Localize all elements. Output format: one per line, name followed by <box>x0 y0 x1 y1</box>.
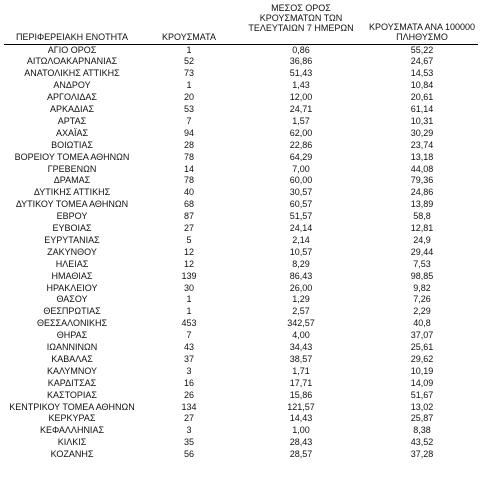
per100k-cell: 7,53 <box>413 258 431 269</box>
region-cell: ΚΙΛΚΙΣ <box>57 437 87 448</box>
cases-cell: 1 <box>186 80 192 91</box>
cases-cell: 28 <box>183 139 194 150</box>
avg-cell: 14,43 <box>289 413 313 424</box>
table-row <box>0 329 482 341</box>
table-row <box>0 79 482 91</box>
per100k-cell: 12,81 <box>410 223 434 233</box>
table-row <box>0 234 482 246</box>
region-cell: ΒΟΡΕΙΟΥ ΤΟΜΕΑ ΑΘΗΝΩΝ <box>14 151 130 162</box>
header-region: ΠΕΡΙΦΕΡΕΙΑΚΗ ΕΝΟΤΗΤΑ <box>15 32 129 42</box>
per100k-cell: 24,9 <box>413 234 431 245</box>
avg-cell: 1,29 <box>292 294 310 305</box>
region-cell: ΗΡΑΚΛΕΙΟΥ <box>46 282 98 293</box>
per100k-cell: 79,36 <box>410 175 434 186</box>
per100k-cell: 14,09 <box>410 377 434 388</box>
per100k-cell: 20,61 <box>410 92 434 103</box>
region-cell: ΚΑΡΔΙΤΣΑΣ <box>47 377 97 388</box>
cases-cell: 3 <box>186 425 192 436</box>
per100k-cell: 30,29 <box>410 127 434 138</box>
table-row <box>0 139 482 151</box>
table-row <box>0 401 482 413</box>
per100k-cell: 98,85 <box>410 270 434 281</box>
avg-cell: 8,29 <box>292 258 310 269</box>
per100k-cell: 9,82 <box>413 282 431 293</box>
region-cell: ΑΡΚΑΔΙΑΣ <box>49 104 95 114</box>
avg-cell: 2,14 <box>292 234 310 245</box>
region-cell: ΔΥΤΙΚΟΥ ΤΟΜΕΑ ΑΘΗΝΩΝ <box>15 199 129 210</box>
avg-cell: 12,00 <box>289 92 313 103</box>
table-row <box>0 91 482 103</box>
table-row <box>0 317 482 329</box>
per100k-cell: 61,14 <box>410 104 434 114</box>
avg-cell: 64,29 <box>289 151 313 162</box>
cases-cell: 56 <box>183 449 194 460</box>
header-cases: ΚΡΟΥΣΜΑΤΑ <box>162 32 216 42</box>
avg-cell: 7,00 <box>292 163 310 174</box>
table-row <box>0 448 482 460</box>
table-row <box>0 270 482 282</box>
avg-cell: 2,57 <box>292 306 310 317</box>
per100k-cell: 40,8 <box>413 318 431 329</box>
table-row <box>0 365 482 377</box>
region-cell: ΓΡΕΒΕΝΩΝ <box>47 163 97 174</box>
cases-cell: 453 <box>181 318 197 329</box>
region-cell: ΕΒΡΟΥ <box>56 211 88 222</box>
header-per-100k <box>366 22 478 42</box>
per100k-cell: 37,28 <box>410 449 434 460</box>
table-row <box>0 67 482 79</box>
region-cell: ΙΩΑΝΝΙΝΩΝ <box>46 342 98 352</box>
region-cell: ΚΕΦΑΛΛΗΝΙΑΣ <box>39 425 105 436</box>
cases-cell: 35 <box>183 437 194 448</box>
region-cell: ΑΙΤΩΛΟΑΚΑΡΝΑΝΙΑΣ <box>26 56 118 67</box>
avg-cell: 1,71 <box>292 365 310 376</box>
cases-cell: 1 <box>186 294 192 305</box>
per100k-cell: 43,52 <box>410 437 434 448</box>
avg-cell: 24,14 <box>289 223 313 233</box>
region-cell: ΔΡΑΜΑΣ <box>53 175 91 186</box>
region-cell: ΚΕΝΤΡΙΚΟΥ ΤΟΜΕΑ ΑΘΗΝΩΝ <box>9 401 135 412</box>
cases-cell: 27 <box>183 223 194 233</box>
cases-cell: 5 <box>186 234 192 245</box>
cases-cell: 78 <box>183 175 194 186</box>
header-per100k-line-2: ΠΛΗΘΥΣΜΟ <box>396 32 448 42</box>
region-cell: ΑΓΙΟ ΟΡΟΣ <box>47 44 97 55</box>
avg-cell: 30,57 <box>289 187 313 198</box>
region-cell: ΗΛΕΙΑΣ <box>55 258 89 269</box>
region-cell: ΔΥΤΙΚΗΣ ΑΤΤΙΚΗΣ <box>33 187 111 198</box>
table-row <box>0 246 482 258</box>
region-cell: ΕΥΡΥΤΑΝΙΑΣ <box>44 234 100 245</box>
cases-cell: 40 <box>183 187 194 198</box>
per100k-cell: 51,67 <box>410 389 434 400</box>
cases-cell: 20 <box>183 92 194 103</box>
cases-cell: 78 <box>183 151 194 162</box>
table-row <box>0 44 482 56</box>
table-row <box>0 198 482 210</box>
per100k-cell: 13,18 <box>410 151 434 162</box>
per100k-cell: 10,84 <box>410 80 434 91</box>
table-row <box>0 163 482 175</box>
region-cell: ΑΧΑΪΑΣ <box>55 127 89 138</box>
header-avg-line-1: ΜΕΣΟΣ ΟΡΟΣ <box>271 3 331 13</box>
avg-cell: 51,57 <box>289 211 313 222</box>
header-avg-line-3: ΤΕΛΕΥΤΑΙΩΝ 7 ΗΜΕΡΩΝ <box>248 23 354 33</box>
region-cell: ΘΑΣΟΥ <box>56 294 88 305</box>
cases-cell: 3 <box>186 365 192 376</box>
table-row <box>0 293 482 305</box>
region-cell: ΑΝΔΡΟΥ <box>53 80 91 91</box>
avg-cell: 4,00 <box>292 330 310 341</box>
per100k-cell: 23,74 <box>410 139 434 150</box>
header-per100k-line-1: ΚΡΟΥΣΜΑΤΑ ΑΝΑ 100000 <box>369 22 475 32</box>
region-cell: ΖΑΚΥΝΘΟΥ <box>47 246 97 257</box>
per100k-cell: 24,86 <box>410 187 434 198</box>
table-row <box>0 341 482 353</box>
per100k-cell: 29,44 <box>410 246 434 257</box>
avg-cell: 26,00 <box>289 282 313 293</box>
region-cell: ΘΗΡΑΣ <box>56 330 88 341</box>
region-cell: ΑΝΑΤΟΛΙΚΗΣ ΑΤΤΙΚΗΣ <box>24 68 120 79</box>
cases-cell: 27 <box>183 413 194 424</box>
table-row <box>0 127 482 139</box>
per100k-cell: 29,62 <box>410 353 434 364</box>
avg-cell: 1,00 <box>292 425 310 436</box>
avg-cell: 28,57 <box>289 449 313 460</box>
table-row <box>0 377 482 389</box>
avg-cell: 22,86 <box>289 139 313 150</box>
region-cell: ΚΟΖΑΝΗΣ <box>50 449 94 460</box>
avg-cell: 51,43 <box>289 68 313 79</box>
avg-cell: 15,86 <box>289 389 313 400</box>
table-row <box>0 305 482 317</box>
cases-cell: 12 <box>183 258 194 269</box>
region-cell: ΕΥΒΟΙΑΣ <box>52 223 92 233</box>
per100k-cell: 13,89 <box>410 199 434 210</box>
per100k-cell: 25,87 <box>410 413 434 424</box>
table-row <box>0 258 482 270</box>
avg-cell: 10,57 <box>289 246 313 257</box>
table-row <box>0 436 482 448</box>
avg-cell: 60,57 <box>289 199 313 210</box>
cases-cell: 14 <box>183 163 194 174</box>
header-avg-7-days <box>240 3 362 33</box>
table-row <box>0 389 482 401</box>
per100k-cell: 55,22 <box>410 44 434 55</box>
table-row <box>0 55 482 67</box>
region-cell: ΘΕΣΣΑΛΟΝΙΚΗΣ <box>36 318 108 329</box>
region-cell: ΘΕΣΠΡΩΤΙΑΣ <box>43 306 101 317</box>
avg-cell: 1,57 <box>292 115 310 126</box>
per100k-cell: 2,29 <box>413 306 431 317</box>
table-row <box>0 412 482 424</box>
avg-cell: 24,71 <box>289 104 313 114</box>
cases-cell: 16 <box>183 377 194 388</box>
avg-cell: 17,71 <box>289 377 313 388</box>
cases-cell: 53 <box>183 104 194 114</box>
cases-cell: 87 <box>183 211 194 222</box>
avg-cell: 28,43 <box>289 437 313 448</box>
region-cell: ΚΑΒΑΛΑΣ <box>51 353 93 364</box>
region-cell: ΚΕΡΚΥΡΑΣ <box>48 413 96 424</box>
region-cell: ΚΑΛΥΜΝΟΥ <box>46 365 98 376</box>
table-row <box>0 115 482 127</box>
table-row <box>0 186 482 198</box>
avg-cell: 38,57 <box>289 353 313 364</box>
avg-cell: 62,00 <box>289 127 313 138</box>
cases-cell: 68 <box>183 199 194 210</box>
avg-cell: 36,86 <box>289 56 313 67</box>
header-avg-line-2: ΚΡΟΥΣΜΑΤΩΝ ΤΩΝ <box>259 13 343 23</box>
region-cell: ΑΡΓΟΛΙΔΑΣ <box>47 92 97 103</box>
cases-cell: 7 <box>186 115 192 126</box>
cases-cell: 134 <box>181 401 197 412</box>
table-row <box>0 353 482 365</box>
cases-cell: 1 <box>186 306 192 317</box>
per100k-cell: 8,38 <box>413 425 431 436</box>
table-row <box>0 210 482 222</box>
avg-cell: 342,57 <box>287 318 315 329</box>
per100k-cell: 13,02 <box>410 401 434 412</box>
per100k-cell: 7,26 <box>413 294 431 305</box>
cases-cell: 43 <box>183 342 194 352</box>
table-row <box>0 174 482 186</box>
per100k-cell: 44,08 <box>410 163 434 174</box>
cases-cell: 73 <box>183 68 194 79</box>
cases-cell: 52 <box>183 56 194 67</box>
avg-cell: 86,43 <box>289 270 313 281</box>
table-row <box>0 282 482 294</box>
table-row <box>0 103 482 115</box>
per100k-cell: 58,8 <box>413 211 431 222</box>
per100k-cell: 24,67 <box>410 56 434 67</box>
cases-cell: 30 <box>183 282 194 293</box>
per100k-cell: 10,19 <box>410 365 434 376</box>
per100k-cell: 14,53 <box>410 68 434 79</box>
region-cell: ΗΜΑΘΙΑΣ <box>51 270 93 281</box>
table-row <box>0 424 482 436</box>
table-row <box>0 222 482 234</box>
avg-cell: 34,43 <box>289 342 313 352</box>
avg-cell: 60,00 <box>289 175 313 186</box>
cases-cell: 1 <box>186 44 192 55</box>
per100k-cell: 10,31 <box>410 115 434 126</box>
cases-cell: 26 <box>183 389 194 400</box>
region-cell: ΒΟΙΩΤΙΑΣ <box>51 139 93 150</box>
cases-cell: 12 <box>183 246 194 257</box>
region-cell: ΚΑΣΤΟΡΙΑΣ <box>47 389 97 400</box>
cases-cell: 139 <box>181 270 197 281</box>
cases-cell: 7 <box>186 330 192 341</box>
per100k-cell: 25,61 <box>410 342 434 352</box>
avg-cell: 121,57 <box>287 401 315 412</box>
cases-cell: 37 <box>183 353 194 364</box>
cases-cell: 94 <box>183 127 194 138</box>
avg-cell: 1,43 <box>292 80 310 91</box>
per100k-cell: 37,07 <box>410 330 434 341</box>
avg-cell: 0,86 <box>292 44 310 55</box>
table-row <box>0 151 482 163</box>
region-cell: ΑΡΤΑΣ <box>57 115 87 126</box>
